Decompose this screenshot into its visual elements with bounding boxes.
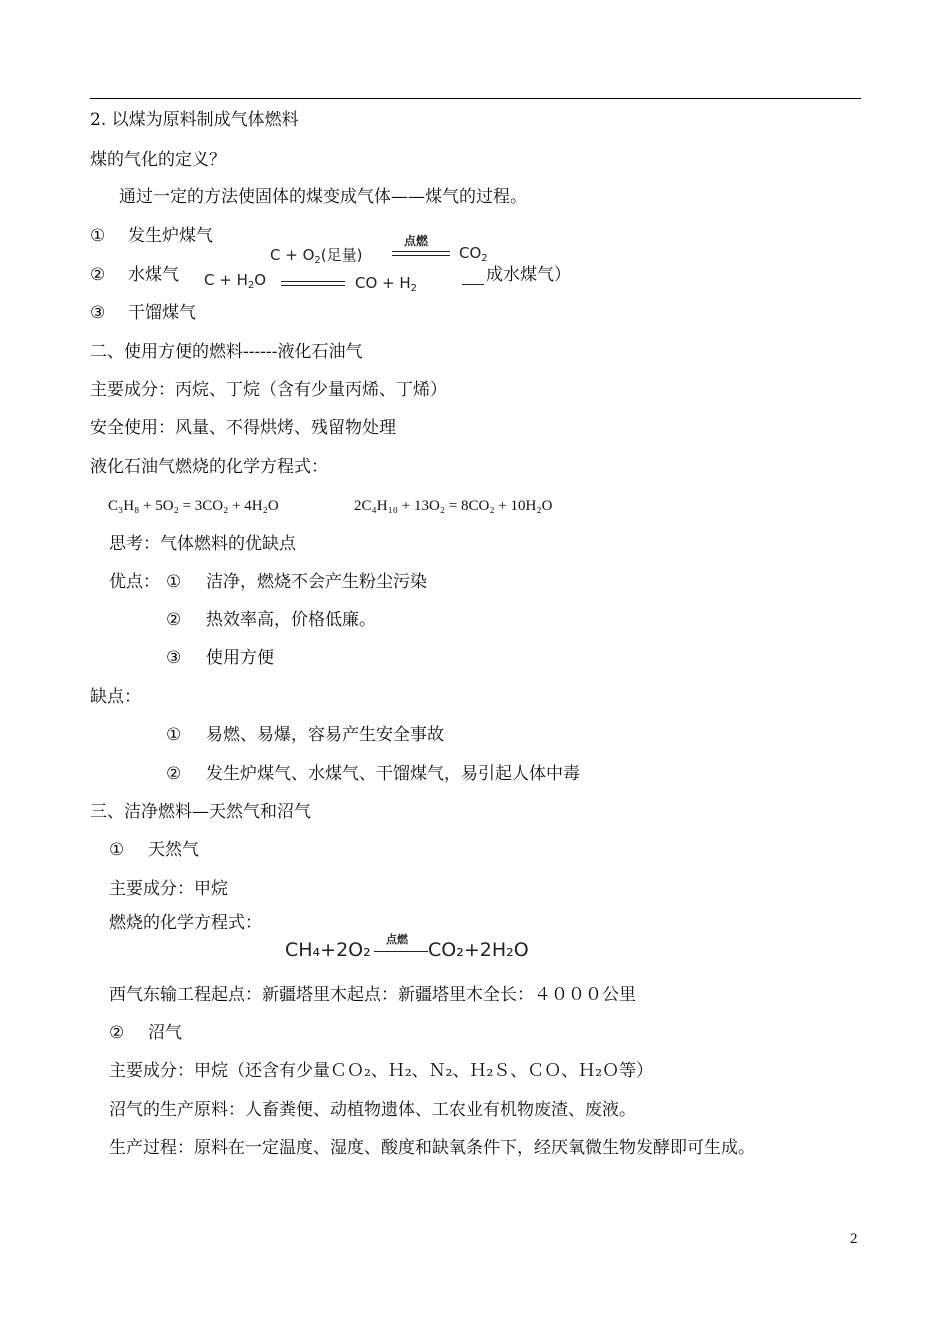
biogas-production-process: 生产过程：原料在一定温度、湿度、酸度和缺氧条件下，经厌氧微生物发酵即可生成。 bbox=[109, 1138, 755, 1158]
list-item-number: ② bbox=[166, 764, 182, 784]
question-coal-gasification: 煤的气化的定义？ bbox=[90, 150, 226, 170]
biogas-components: 主要成分：甲烷（还含有少量ＣＯ₂、Ｈ₂、Ｎ₂、Ｈ₂Ｓ、ＣＯ、Ｈ₂Ｏ等） bbox=[109, 1061, 654, 1081]
advantage-convenient: 使用方便 bbox=[206, 648, 274, 668]
natural-gas-label: 天然气 bbox=[148, 840, 199, 860]
eq1-reactants: C + O bbox=[270, 246, 315, 264]
methane-arrow bbox=[374, 951, 428, 952]
advantage-clean: 洁净，燃烧不会产生粉尘污染 bbox=[206, 572, 427, 592]
butane-combustion-equation: 2C₄H₁₀ + 13O₂ = 8CO₂ + 10H₂O bbox=[354, 498, 553, 514]
eq1-arrow-2 bbox=[392, 255, 450, 256]
advantages-label: 优点： bbox=[109, 572, 160, 592]
biogas-raw-materials: 沼气的生产原料：人畜粪便、动植物遗体、工农业有机物废渣、废液。 bbox=[109, 1100, 636, 1120]
producer-gas-label: 发生炉煤气 bbox=[128, 226, 213, 246]
list-item-number: ② bbox=[90, 265, 106, 285]
eq1-condition-ignite: 点燃 bbox=[404, 234, 429, 248]
lpg-equation-heading: 液化石油气燃烧的化学方程式： bbox=[90, 457, 328, 477]
list-item-number: ① bbox=[166, 725, 182, 745]
eq1-subscript: 2 bbox=[314, 255, 321, 266]
methane-condition-ignite: 点燃 bbox=[386, 933, 408, 946]
disadvantage-flammable: 易燃、易爆，容易产生安全事故 bbox=[206, 725, 444, 745]
eq1-product: $CO_2$ bbox=[459, 244, 488, 264]
lpg-safe-use: 安全使用：风量、不得烘烤、残留物处理 bbox=[90, 418, 396, 438]
eq1-arrow bbox=[392, 251, 450, 252]
list-item-number: ③ bbox=[166, 648, 182, 668]
page-number: 2 bbox=[850, 1231, 858, 1247]
section-heading-clean-fuels: 三、洁净燃料—天然气和沼气 bbox=[90, 802, 311, 822]
list-item-number: ① bbox=[109, 840, 125, 860]
eq2-product-clipped: CO + $H_2$ bbox=[355, 274, 418, 294]
equation-carbon-water: $C + H_2O$ bbox=[204, 271, 267, 291]
list-item-number: ③ bbox=[90, 303, 106, 323]
disadvantage-poisoning: 发生炉煤气、水煤气、干馏煤气，易引起人体中毒 bbox=[206, 764, 580, 784]
dry-distillation-gas-label: 干馏煤气 bbox=[128, 303, 196, 323]
list-item-number: ① bbox=[90, 226, 106, 246]
natural-gas-equation-heading: 燃烧的化学方程式： bbox=[109, 913, 262, 933]
eq2-double-line bbox=[281, 281, 345, 282]
propane-combustion-equation: C₃H₈ + 5O₂ = 3CO₂ + 4H₂O bbox=[108, 498, 279, 514]
eq2-mark bbox=[462, 284, 484, 285]
eq1-condition-excess: (足量) bbox=[320, 246, 363, 264]
thinking-question: 思考：气体燃料的优缺点 bbox=[109, 534, 296, 554]
section-heading-lpg: 二、使用方便的燃料------液化石油气 bbox=[90, 342, 363, 362]
list-item-number: ② bbox=[109, 1023, 125, 1043]
water-gas-label: 水煤气 bbox=[128, 265, 179, 285]
natural-gas-component: 主要成分：甲烷 bbox=[109, 879, 228, 899]
advantage-efficiency: 热效率高，价格低廉。 bbox=[206, 610, 376, 630]
list-item-number: ① bbox=[166, 572, 182, 592]
west-east-gas-pipeline: 西气东输工程起点：新疆塔里木起点：新疆塔里木全长：４０００公里 bbox=[109, 985, 636, 1005]
disadvantages-label: 缺点： bbox=[90, 687, 141, 707]
list-item-number: ② bbox=[166, 610, 182, 630]
water-gas-tail-text: 成水煤气） bbox=[486, 265, 571, 285]
biogas-label: 沼气 bbox=[148, 1023, 182, 1043]
equation-carbon-oxygen bbox=[270, 244, 362, 265]
methane-equation-reactants: CH₄+2O₂ bbox=[285, 939, 371, 961]
methane-equation-products: CO₂+2H₂O bbox=[428, 939, 529, 961]
section-heading-coal-gas: 2. 以煤为原料制成气体燃料 bbox=[90, 110, 299, 130]
definition-text: 通过一定的方法使固体的煤变成气体——煤气的过程。 bbox=[119, 187, 527, 207]
eq2-double-line-2 bbox=[281, 285, 345, 286]
header-rule bbox=[90, 98, 861, 99]
lpg-main-components: 主要成分：丙烷、丁烷（含有少量丙烯、丁烯） bbox=[90, 380, 447, 400]
